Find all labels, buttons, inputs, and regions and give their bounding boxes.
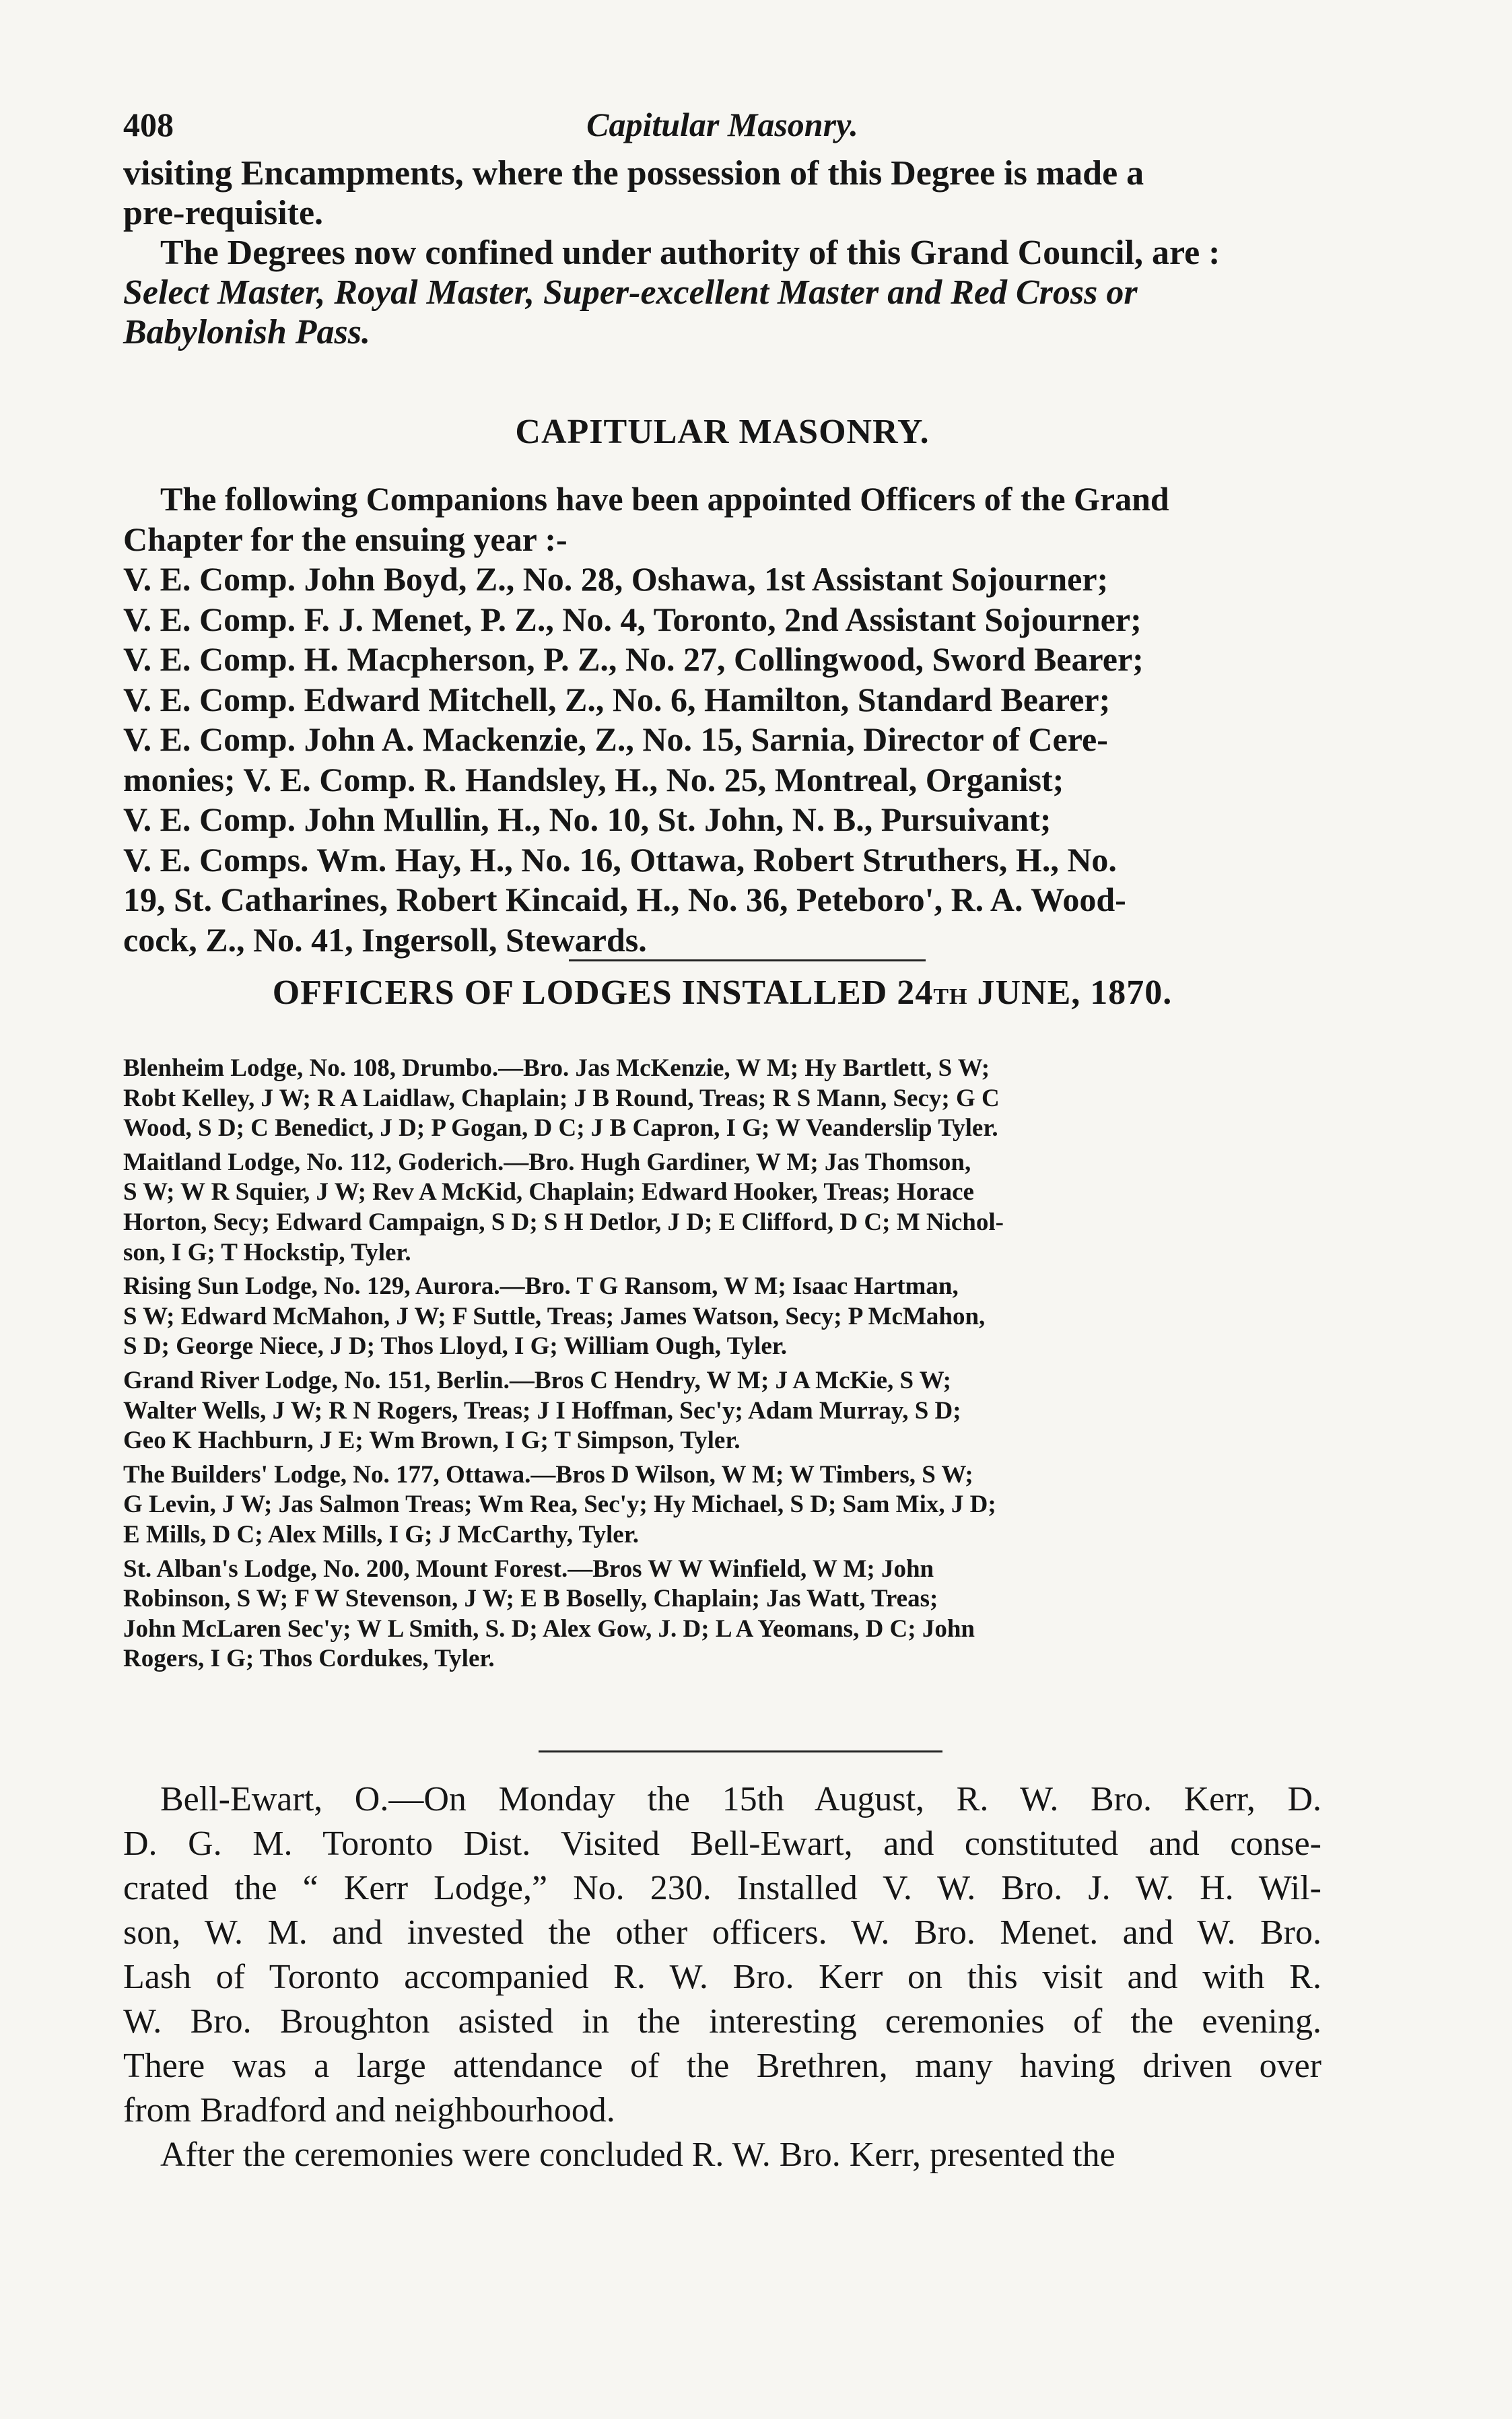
heading-text: OFFICERS OF LODGES INSTALLED 24: [272, 974, 934, 1012]
text-line: crated the “ Kerr Lodge,” No. 230. Installed V. W. Bro. J. W. H. Wil-: [123, 1869, 1321, 1907]
text-line: Maitland Lodge, No. 112, Goderich.—Bro. Hugh Gardiner, W M; Jas Thomson,: [123, 1148, 971, 1176]
text-line: 19, St. Catharines, Robert Kincaid, H., No. 36, Peteboro', R. A. Wood-: [123, 881, 1126, 918]
text-line: Rogers, I G; Thos Cordukes, Tyler.: [123, 1645, 495, 1673]
text-line: Horton, Secy; Edward Campaign, S D; S H Detlor, J D; E Clifford, D C; M Nichol-: [123, 1208, 1004, 1236]
degrees-list-line: Babylonish Pass.: [123, 313, 370, 351]
text-line: from Bradford and neighbourhood.: [123, 2091, 615, 2130]
text-line: Grand River Lodge, No. 151, Berlin.—Bros C Hendry, W M; J A McKie, S W;: [123, 1366, 951, 1394]
lodge-entry: [123, 1366, 1321, 1456]
text-line: V. E. Comps. Wm. Hay, H., No. 16, Ottawa, Robert Struthers, H., No.: [123, 840, 1117, 879]
text-line: monies; V. E. Comp. R. Handsley, H., No. 25, Montreal, Organist;: [123, 760, 1064, 798]
text-line: Robinson, S W; F W Stevenson, J W; E B Boselly, Chaplain; Jas Watt, Treas;: [123, 1585, 938, 1613]
text-line: The following Companions have been appointed Officers of the Grand: [160, 480, 1169, 518]
intro-paragraph: [123, 154, 1321, 352]
bell-ewart-report: [123, 1777, 1321, 2177]
lodge-entry: [123, 1272, 1321, 1362]
section-divider: [539, 1750, 942, 1752]
text-line: V. E. Comp. John Boyd, Z., No. 28, Oshawa, 1st Assistant Sojourner;: [123, 560, 1109, 598]
text-line: son, I G; T Hockstip, Tyler.: [123, 1238, 411, 1266]
text-line: W. Bro. Broughton asisted in the interesting ceremonies of the evening.: [123, 2002, 1321, 2041]
degrees-list-line: Select Master, Royal Master, Super-excellent Master and Red Cross or: [123, 273, 1138, 312]
text-line: Lash of Toronto accompanied R. W. Bro. Kerr on this visit and with R.: [123, 1958, 1321, 1996]
text-line: S W; Edward McMahon, J W; F Suttle, Treas; James Watson, Secy; P McMahon,: [123, 1302, 986, 1330]
section-divider: [569, 959, 926, 961]
text-line: V. E. Comp. John Mullin, H., No. 10, St. John, N. B., Pursuivant;: [123, 800, 1052, 838]
running-title: Capitular Masonry.: [586, 106, 858, 143]
text-line: There was a large attendance of the Brethren, many having driven over: [123, 2047, 1321, 2085]
text-line: Rising Sun Lodge, No. 129, Aurora.—Bro. T G Ransom, W M; Isaac Hartman,: [123, 1272, 959, 1301]
text-line: E Mills, D C; Alex Mills, I G; J McCarthy, Tyler.: [123, 1520, 639, 1548]
lodge-entry: [123, 1460, 1321, 1551]
text-line: After the ceremonies were concluded R. W. Bro. Kerr, presented the: [160, 2136, 1115, 2174]
officers-installed-heading: [123, 969, 1321, 1021]
text-line: Wood, S D; C Benedict, J D; P Gogan, D C; J B Capron, I G; W Veanderslip Tyler.: [123, 1114, 998, 1143]
grand-chapter-officers-paragraph: [123, 479, 1321, 960]
text-line: Blenheim Lodge, No. 108, Drumbo.—Bro. Jas McKenzie, W M; Hy Bartlett, S W;: [123, 1054, 990, 1082]
text-line: cock, Z., No. 41, Ingersoll, Stewards.: [123, 920, 647, 959]
text-line: son, W. M. and invested the other officers. W. Bro. Menet. and W. Bro.: [123, 1913, 1321, 1952]
text-line: visiting Encampments, where the possession of this Degree is made a: [123, 154, 1144, 193]
lodge-entry: [123, 1555, 1321, 1674]
text-line: Geo K Hachburn, J E; Wm Brown, I G; T Simpson, Tyler.: [123, 1427, 741, 1455]
text-line: pre-requisite.: [123, 194, 324, 232]
heading-ordinal-suffix: TH: [933, 984, 968, 1009]
text-line: Bell-Ewart, O.—On Monday the 15th August, R. W. Bro. Kerr, D.: [160, 1780, 1321, 1818]
text-line: V. E. Comp. H. Macpherson, P. Z., No. 27, Collingwood, Sword Bearer;: [123, 640, 1144, 678]
text-line: John McLaren Sec'y; W L Smith, S. D; Alex Gow, J. D; L A Yeomans, D C; John: [123, 1614, 975, 1643]
page-number: 408: [123, 106, 174, 143]
lodge-entry: [123, 1148, 1321, 1268]
text-line: S D; George Niece, J D; Thos Lloyd, I G; William Ough, Tyler.: [123, 1332, 788, 1361]
lodge-officers-list: [123, 1054, 1321, 1678]
running-head: [123, 101, 1321, 148]
text-line: G Levin, J W; Jas Salmon Treas; Wm Rea, Sec'y; Hy Michael, S D; Sam Mix, J D;: [123, 1491, 996, 1519]
text-line: Robt Kelley, J W; R A Laidlaw, Chaplain; J B Round, Treas; R S Mann, Secy; G C: [123, 1084, 1000, 1112]
text-line: Chapter for the ensuing year :-: [123, 520, 568, 558]
text-line: D. G. M. Toronto Dist. Visited Bell-Ewart, and constituted and conse-: [123, 1825, 1321, 1863]
text-line: Walter Wells, J W; R N Rogers, Treas; J I Hoffman, Sec'y; Adam Murray, S D;: [123, 1396, 961, 1425]
text-line: S W; W R Squier, J W; Rev A McKid, Chaplain; Edward Hooker, Treas; Horace: [123, 1178, 974, 1206]
heading-text: JUNE, 1870.: [967, 974, 1173, 1012]
text-line: St. Alban's Lodge, No. 200, Mount Forest.—Bros W W Winfield, W M; John: [123, 1555, 934, 1583]
text-line: The Degrees now confined under authority of this Grand Council, are :: [160, 234, 1221, 272]
text-line: V. E. Comp. Edward Mitchell, Z., No. 6, Hamilton, Standard Bearer;: [123, 680, 1111, 718]
text-line: V. E. Comp. F. J. Menet, P. Z., No. 4, Toronto, 2nd Assistant Sojourner;: [123, 600, 1142, 638]
text-line: V. E. Comp. John A. Mackenzie, Z., No. 15, Sarnia, Director of Cere-: [123, 720, 1108, 758]
text-line: The Builders' Lodge, No. 177, Ottawa.—Bros D Wilson, W M; W Timbers, S W;: [123, 1460, 973, 1489]
capitular-masonry-heading: CAPITULAR MASONRY.: [515, 413, 930, 451]
lodge-entry: [123, 1054, 1321, 1144]
